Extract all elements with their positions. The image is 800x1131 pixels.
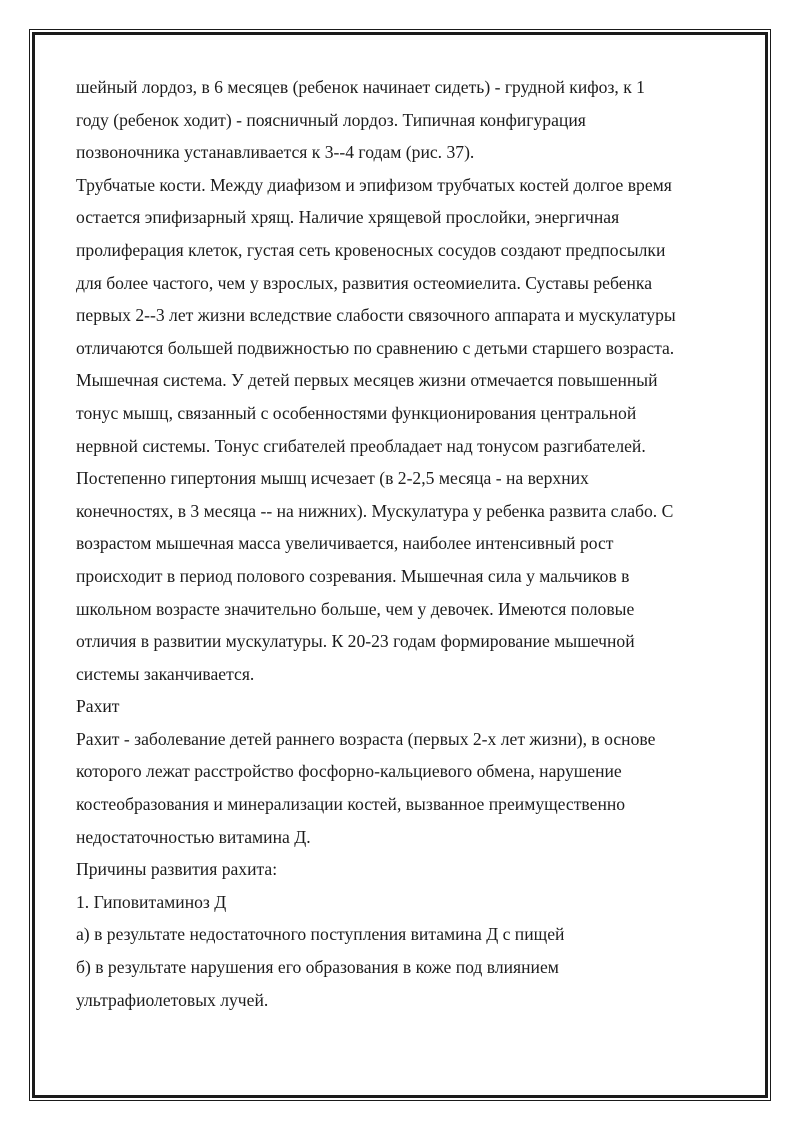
text-line: Мышечная система. У детей первых месяцев жизни отмечается повышенный — [76, 370, 658, 391]
text-line: позвоночника устанавливается к 3--4 годам (рис. 37). — [76, 142, 475, 163]
section-heading: Рахит — [76, 696, 120, 717]
text-line: недостаточностью витамина Д. — [76, 826, 311, 847]
text-line: остается эпифизарный хрящ. Наличие хрящевой прослойки, энергичная — [76, 207, 620, 228]
text-line: происходит в период полового созревания. Мышечная сила у мальчиков в — [76, 565, 630, 586]
text-line: школьном возрасте значительно больше, чем у девочек. Имеются половые — [76, 598, 635, 619]
list-item: б) в результате нарушения его образования в коже под влиянием — [76, 957, 559, 978]
text-line: которого лежат расстройство фосфорно-кальциевого обмена, нарушение — [76, 761, 622, 782]
text-line: возрастом мышечная масса увеличивается, наиболее интенсивный рост — [76, 533, 614, 554]
text-line: году (ребенок ходит) - поясничный лордоз. Типичная конфигурация — [76, 109, 586, 130]
text-line: Постепенно гипертония мышц исчезает (в 2-2,5 месяца - на верхних — [76, 468, 589, 489]
text-line: костеобразования и минерализации костей, вызванное преимущественно — [76, 794, 626, 815]
list-item: 1. Гиповитаминоз Д — [76, 891, 227, 912]
text-line: ультрафиолетовых лучей. — [76, 989, 269, 1010]
text-line: отличаются большей подвижностью по сравнению с детьми старшего возраста. — [76, 337, 675, 358]
text-line: шейный лордоз, в 6 месяцев (ребенок начинает сидеть) - грудной кифоз, к 1 — [76, 77, 645, 97]
list-item: а) в результате недостаточного поступления витамина Д с пищей — [76, 924, 565, 945]
text-line: отличия в развитии мускулатуры. К 20-23 годам формирование мышечной — [76, 631, 635, 652]
text-line: нервной системы. Тонус сгибателей преобладает над тонусом разгибателей. — [76, 435, 646, 456]
document-body — [76, 71, 736, 1016]
text-line: Трубчатые кости. Между диафизом и эпифизом трубчатых костей долгое время — [76, 174, 672, 195]
text-line: пролиферация клеток, густая сеть кровеносных сосудов создают предпосылки — [76, 239, 666, 260]
text-line: первых 2--3 лет жизни вследствие слабости связочного аппарата и мускулатуры — [76, 305, 676, 326]
text-line: системы заканчивается. — [76, 663, 255, 684]
text-line: для более частого, чем у взрослых, развития остеомиелита. Суставы ребенка — [76, 272, 653, 293]
text-line: конечностях, в 3 месяца -- на нижних). Мускулатура у ребенка развита слабо. С — [76, 500, 674, 521]
text-line: Причины развития рахита: — [76, 859, 278, 880]
text-line: Рахит - заболевание детей раннего возраста (первых 2-х лет жизни), в основе — [76, 728, 656, 749]
text-line: тонус мышц, связанный с особенностями функционирования центральной — [76, 402, 637, 423]
